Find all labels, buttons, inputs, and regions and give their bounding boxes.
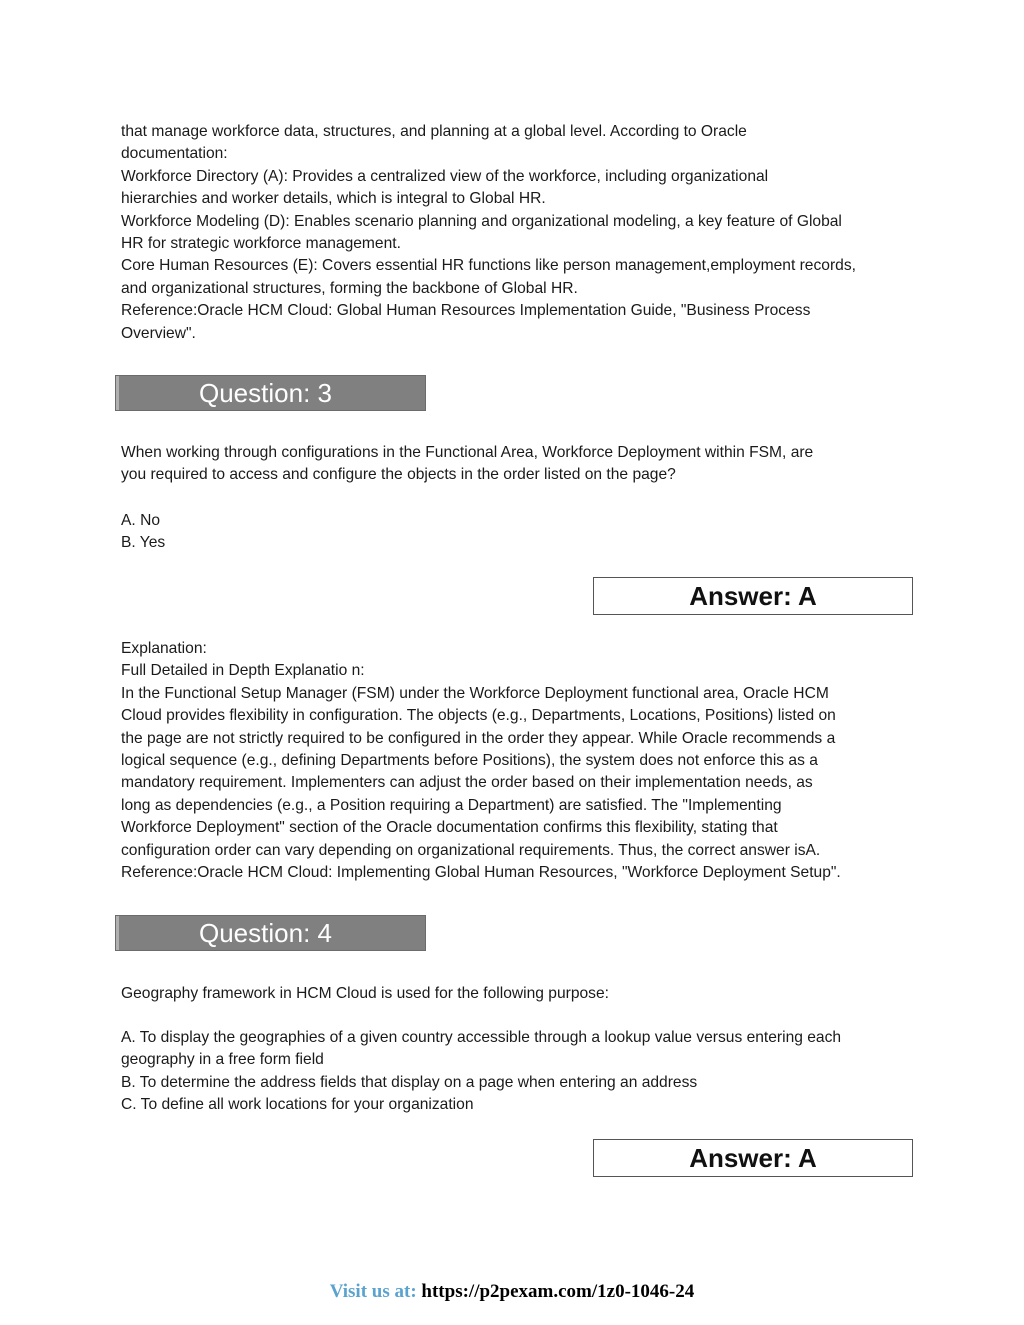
question-3-options [121,510,911,555]
text-line: When working through configurations in the Functional Area, Workforce Deployment within FSM, are [121,444,814,461]
question-3-answer-box [593,577,913,615]
question-3-answer: Answer: A [689,581,817,611]
question-3-banner [115,375,426,411]
question-4-answer-box [593,1139,913,1177]
option-a: A. No [121,512,160,529]
text-line: Core Human Resources (E): Covers essential HR functions like person management,employment records, [121,257,856,275]
text-line: mandatory requirement. Implementers can adjust the order based on their implementation needs, as [121,774,813,792]
text-line: Reference:Oracle HCM Cloud: Global Human Resources Implementation Guide, "Business Process [121,302,811,320]
text-line: configuration order can vary depending on organizational requirements. Thus, the correct answer isA. [121,841,821,859]
footer [0,1281,1024,1303]
option-a: A. To display the geographies of a given country accessible through a lookup value versus entering each [121,1029,842,1046]
option-c: C. To define all work locations for your organization [121,1096,474,1114]
option-b: B. To determine the address fields that display on a page when entering an address [121,1073,698,1091]
text-line: Workforce Deployment" section of the Oracle documentation confirms this flexibility, stating that [121,819,778,837]
text-line: In the Functional Setup Manager (FSM) under the Workforce Deployment functional area, Oracle HCM [121,684,829,702]
text-line: and organizational structures, forming the backbone of Global HR. [121,279,578,297]
footer-visit-label: Visit us at: [329,1281,417,1302]
option-a-continued: geography in a free form field [121,1051,324,1069]
text-line: Geography framework in HCM Cloud is used for the following purpose: [121,985,609,1002]
text-line: documentation: [121,145,228,163]
question-3-title: Question: 3 [199,378,332,408]
text-line: Cloud provides flexibility in configuration. The objects (e.g., Departments, Locations, Positions) listed on [121,707,836,725]
question-4-answer: Answer: A [689,1143,817,1173]
text-line: you required to access and configure the objects in the order listed on the page? [121,466,676,484]
footer-url-link[interactable]: https://p2pexam.com/1z0-1046-24 [421,1281,695,1302]
text-line: HR for strategic workforce management. [121,235,401,253]
text-line: hierarchies and worker details, which is integral to Global HR. [121,190,546,208]
text-line: logical sequence (e.g., defining Departments before Positions), the system does not enforce this as a [121,752,818,770]
question-4-text [121,983,911,1005]
option-b: B. Yes [121,534,166,552]
text-line: Explanation: [121,640,207,657]
text-line: Overview". [121,324,196,342]
question-4-options [121,1027,911,1117]
text-line: that manage workforce data, structures, and planning at a global level. According to Oracle [121,123,747,140]
text-line: long as dependencies (e.g., a Position requiring a Department) are satisfied. The "Implementing [121,796,782,814]
question-3-text [121,442,911,487]
text-line: the page are not strictly required to be configured in the order they appear. While Oracle recommends a [121,729,836,747]
question-4-title: Question: 4 [199,918,332,948]
text-line: Full Detailed in Depth Explanatio n: [121,662,365,680]
text-line: Workforce Modeling (D): Enables scenario planning and organizational modeling, a key feature of Global [121,212,842,230]
question-4-banner [115,915,426,951]
text-line: Workforce Directory (A): Provides a centralized view of the workforce, including organizational [121,167,769,185]
question-3-explanation [121,638,911,884]
intro-paragraph [121,121,911,345]
text-line: Reference:Oracle HCM Cloud: Implementing Global Human Resources, "Workforce Deployment Setup". [121,864,841,882]
